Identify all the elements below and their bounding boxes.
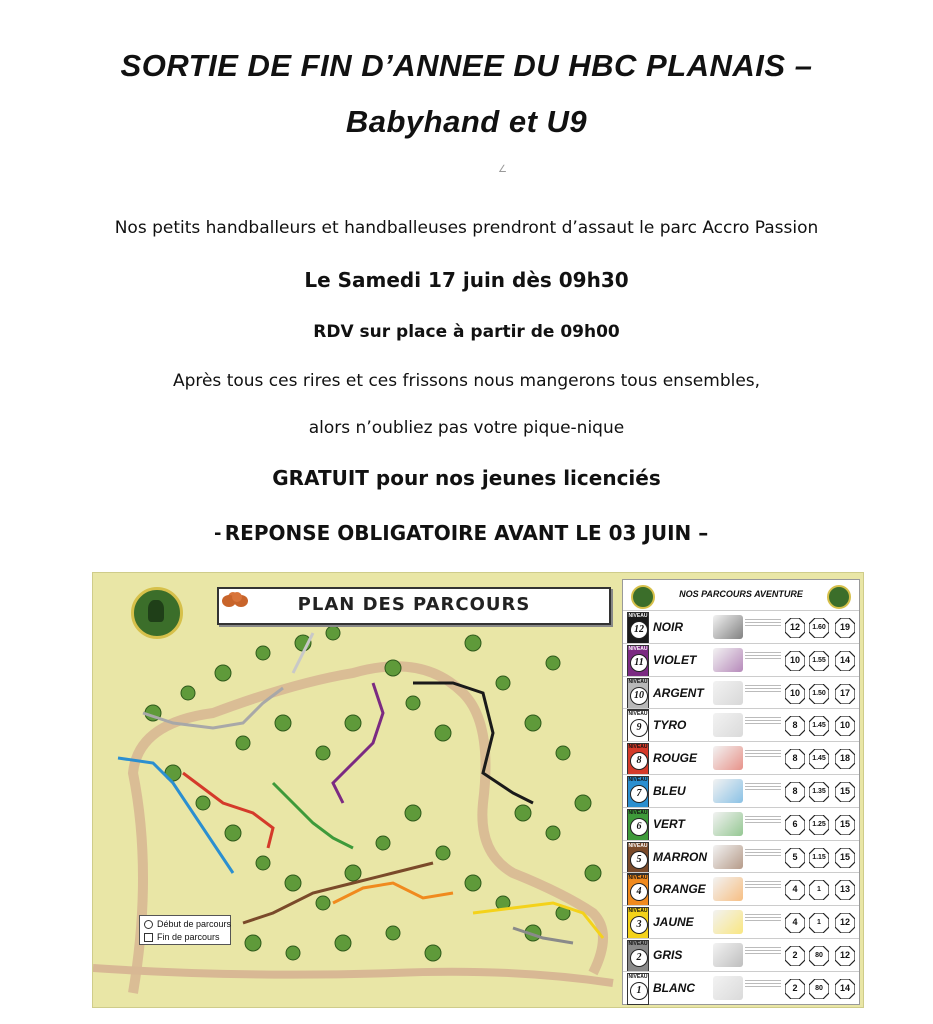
level-number: 5 bbox=[630, 851, 648, 869]
level-label: NIVEAU bbox=[628, 744, 648, 751]
picnic-text: alors n’oubliez pas votre pique-nique bbox=[308, 418, 625, 438]
level-number: 6 bbox=[630, 818, 648, 836]
level-label: NIVEAU bbox=[628, 908, 648, 915]
course-row bbox=[623, 676, 859, 710]
course-name: BLEU bbox=[653, 784, 686, 798]
course-description-scribble bbox=[745, 814, 781, 825]
course-description-scribble bbox=[745, 748, 781, 759]
end-square-icon bbox=[144, 933, 153, 942]
min-age-badge: 8 bbox=[785, 749, 805, 769]
map-banner bbox=[217, 587, 611, 625]
level-label: NIVEAU bbox=[628, 678, 648, 685]
workshop-count-badge: 13 bbox=[835, 880, 855, 900]
level-badge bbox=[627, 743, 649, 775]
map-legend bbox=[139, 915, 231, 945]
level-label: NIVEAU bbox=[628, 842, 648, 849]
course-name: VERT bbox=[653, 816, 685, 831]
workshop-count-badge: 15 bbox=[835, 815, 855, 835]
workshop-count-badge: 15 bbox=[835, 782, 855, 802]
course-description-scribble bbox=[745, 912, 781, 923]
panel-title: NOS PARCOURS AVENTURE bbox=[679, 589, 803, 599]
legend-start bbox=[144, 918, 232, 931]
workshop-count-badge: 10 bbox=[835, 716, 855, 736]
stray-mark: ∠ bbox=[498, 164, 507, 175]
level-badge bbox=[627, 907, 649, 939]
min-age-badge: 5 bbox=[785, 848, 805, 868]
min-height-badge: 1.60 bbox=[809, 618, 829, 638]
course-description-scribble bbox=[745, 650, 781, 661]
course-row bbox=[623, 872, 859, 906]
course-illustration-icon bbox=[713, 648, 743, 672]
course-illustration-icon bbox=[713, 713, 743, 737]
course-illustration-icon bbox=[713, 910, 743, 934]
min-height-badge: 80 bbox=[809, 946, 829, 966]
min-height-badge: 1 bbox=[809, 913, 829, 933]
level-badge bbox=[627, 874, 649, 906]
course-description-scribble bbox=[745, 715, 781, 726]
min-age-badge: 8 bbox=[785, 782, 805, 802]
page-title: SORTIE DE FIN D’ANNEE DU HBC PLANAIS – bbox=[120, 48, 813, 83]
min-age-badge: 6 bbox=[785, 815, 805, 835]
min-age-badge: 12 bbox=[785, 618, 805, 638]
min-height-badge: 1.55 bbox=[809, 651, 829, 671]
level-label: NIVEAU bbox=[628, 613, 648, 619]
workshop-count-badge: 12 bbox=[835, 913, 855, 933]
course-illustration-icon bbox=[713, 943, 743, 967]
course-row bbox=[623, 905, 859, 939]
level-label: NIVEAU bbox=[628, 711, 648, 718]
courses-panel bbox=[622, 579, 860, 1005]
panel-header bbox=[623, 580, 859, 610]
min-height-badge: 1.35 bbox=[809, 782, 829, 802]
min-age-badge: 8 bbox=[785, 716, 805, 736]
squirrel-icon bbox=[219, 589, 245, 609]
min-height-badge: 1.45 bbox=[809, 749, 829, 769]
level-badge bbox=[627, 940, 649, 972]
course-row bbox=[623, 741, 859, 775]
course-illustration-icon bbox=[713, 845, 743, 869]
course-illustration-icon bbox=[713, 812, 743, 836]
course-row bbox=[623, 708, 859, 742]
legend-end bbox=[144, 931, 226, 944]
level-number: 2 bbox=[630, 949, 648, 967]
course-description-scribble bbox=[745, 978, 781, 989]
course-illustration-icon bbox=[713, 615, 743, 639]
course-illustration-icon bbox=[713, 681, 743, 705]
min-age-badge: 2 bbox=[785, 946, 805, 966]
min-height-badge: 80 bbox=[809, 979, 829, 999]
course-name: GRIS bbox=[653, 948, 683, 962]
workshop-count-badge: 18 bbox=[835, 749, 855, 769]
level-number: 4 bbox=[630, 883, 648, 901]
course-name: JAUNE bbox=[653, 915, 694, 930]
level-badge bbox=[627, 710, 649, 742]
workshop-count-badge: 14 bbox=[835, 979, 855, 999]
level-badge bbox=[627, 678, 649, 710]
level-label: NIVEAU bbox=[628, 809, 648, 816]
workshop-count-badge: 19 bbox=[835, 618, 855, 638]
min-height-badge: 1.15 bbox=[809, 848, 829, 868]
min-age-badge: 10 bbox=[785, 684, 805, 704]
course-illustration-icon bbox=[713, 779, 743, 803]
course-row bbox=[623, 807, 859, 841]
intro-text: Nos petits handballeurs et handballeuses prendront d’assaut le parc Accro Passion bbox=[114, 218, 819, 238]
level-number: 1 bbox=[630, 982, 648, 1000]
min-age-badge: 4 bbox=[785, 880, 805, 900]
min-height-badge: 1.50 bbox=[809, 684, 829, 704]
min-age-badge: 4 bbox=[785, 913, 805, 933]
course-illustration-icon bbox=[713, 877, 743, 901]
course-illustration-icon bbox=[713, 746, 743, 770]
free-text: GRATUIT pour nos jeunes licenciés bbox=[272, 466, 661, 490]
course-name: NOIR bbox=[653, 620, 683, 634]
level-number: 9 bbox=[630, 719, 648, 737]
level-label: NIVEAU bbox=[628, 645, 648, 652]
course-description-scribble bbox=[745, 945, 781, 956]
course-row bbox=[623, 610, 859, 644]
course-name: MARRON bbox=[653, 849, 707, 864]
workshop-count-badge: 14 bbox=[835, 651, 855, 671]
course-name: BLANC bbox=[653, 980, 695, 995]
event-date: Le Samedi 17 juin dès 09h30 bbox=[304, 268, 629, 292]
course-name: VIOLET bbox=[653, 652, 697, 667]
course-row bbox=[623, 938, 859, 972]
park-logo-icon bbox=[827, 585, 851, 609]
min-height-badge: 1 bbox=[809, 880, 829, 900]
min-height-badge: 1.25 bbox=[809, 815, 829, 835]
level-label: NIVEAU bbox=[628, 777, 648, 783]
min-height-badge: 1.45 bbox=[809, 716, 829, 736]
lunch-text: Après tous ces rires et ces frissons nous mangerons tous ensembles, bbox=[172, 371, 761, 391]
start-circle-icon bbox=[144, 920, 153, 929]
level-number: 12 bbox=[630, 621, 648, 639]
level-label: NIVEAU bbox=[628, 973, 648, 980]
workshop-count-badge: 15 bbox=[835, 848, 855, 868]
level-label: NIVEAU bbox=[628, 941, 648, 947]
workshop-count-badge: 17 bbox=[835, 684, 855, 704]
level-badge bbox=[627, 842, 649, 874]
page-subtitle: Babyhand et U9 bbox=[345, 104, 588, 139]
level-number: 3 bbox=[630, 916, 648, 934]
map-banner-title: PLAN DES PARCOURS bbox=[297, 594, 531, 615]
course-description-scribble bbox=[745, 781, 781, 792]
course-row bbox=[623, 971, 859, 1005]
course-name: ROUGE bbox=[653, 751, 698, 766]
meeting-time: RDV sur place à partir de 09h00 bbox=[313, 322, 620, 342]
course-description-scribble bbox=[745, 617, 781, 628]
course-name: ARGENT bbox=[653, 685, 704, 700]
legend-end-label: Fin de parcours bbox=[157, 932, 220, 942]
level-number: 11 bbox=[630, 654, 648, 672]
course-map bbox=[92, 572, 864, 1008]
level-badge bbox=[627, 973, 649, 1005]
deadline-dash: - bbox=[214, 523, 222, 544]
course-description-scribble bbox=[745, 847, 781, 858]
min-age-badge: 10 bbox=[785, 651, 805, 671]
level-badge bbox=[627, 612, 649, 644]
level-badge bbox=[627, 776, 649, 808]
level-number: 10 bbox=[630, 687, 648, 705]
course-row bbox=[623, 643, 859, 677]
park-logo-icon bbox=[131, 587, 183, 639]
level-label: NIVEAU bbox=[628, 875, 648, 882]
level-badge bbox=[627, 809, 649, 841]
course-description-scribble bbox=[745, 879, 781, 890]
min-age-badge: 2 bbox=[785, 979, 805, 999]
course-name: TYRO bbox=[653, 718, 687, 733]
level-number: 7 bbox=[630, 785, 648, 803]
course-row bbox=[623, 840, 859, 874]
deadline-text: REPONSE OBLIGATOIRE AVANT LE 03 JUIN – bbox=[224, 521, 709, 545]
course-row bbox=[623, 774, 859, 808]
course-illustration-icon bbox=[713, 976, 743, 1000]
level-number: 8 bbox=[630, 752, 648, 770]
legend-start-label: Début de parcours bbox=[157, 919, 232, 929]
course-name: ORANGE bbox=[653, 882, 706, 897]
course-description-scribble bbox=[745, 683, 781, 694]
workshop-count-badge: 12 bbox=[835, 946, 855, 966]
level-badge bbox=[627, 645, 649, 677]
